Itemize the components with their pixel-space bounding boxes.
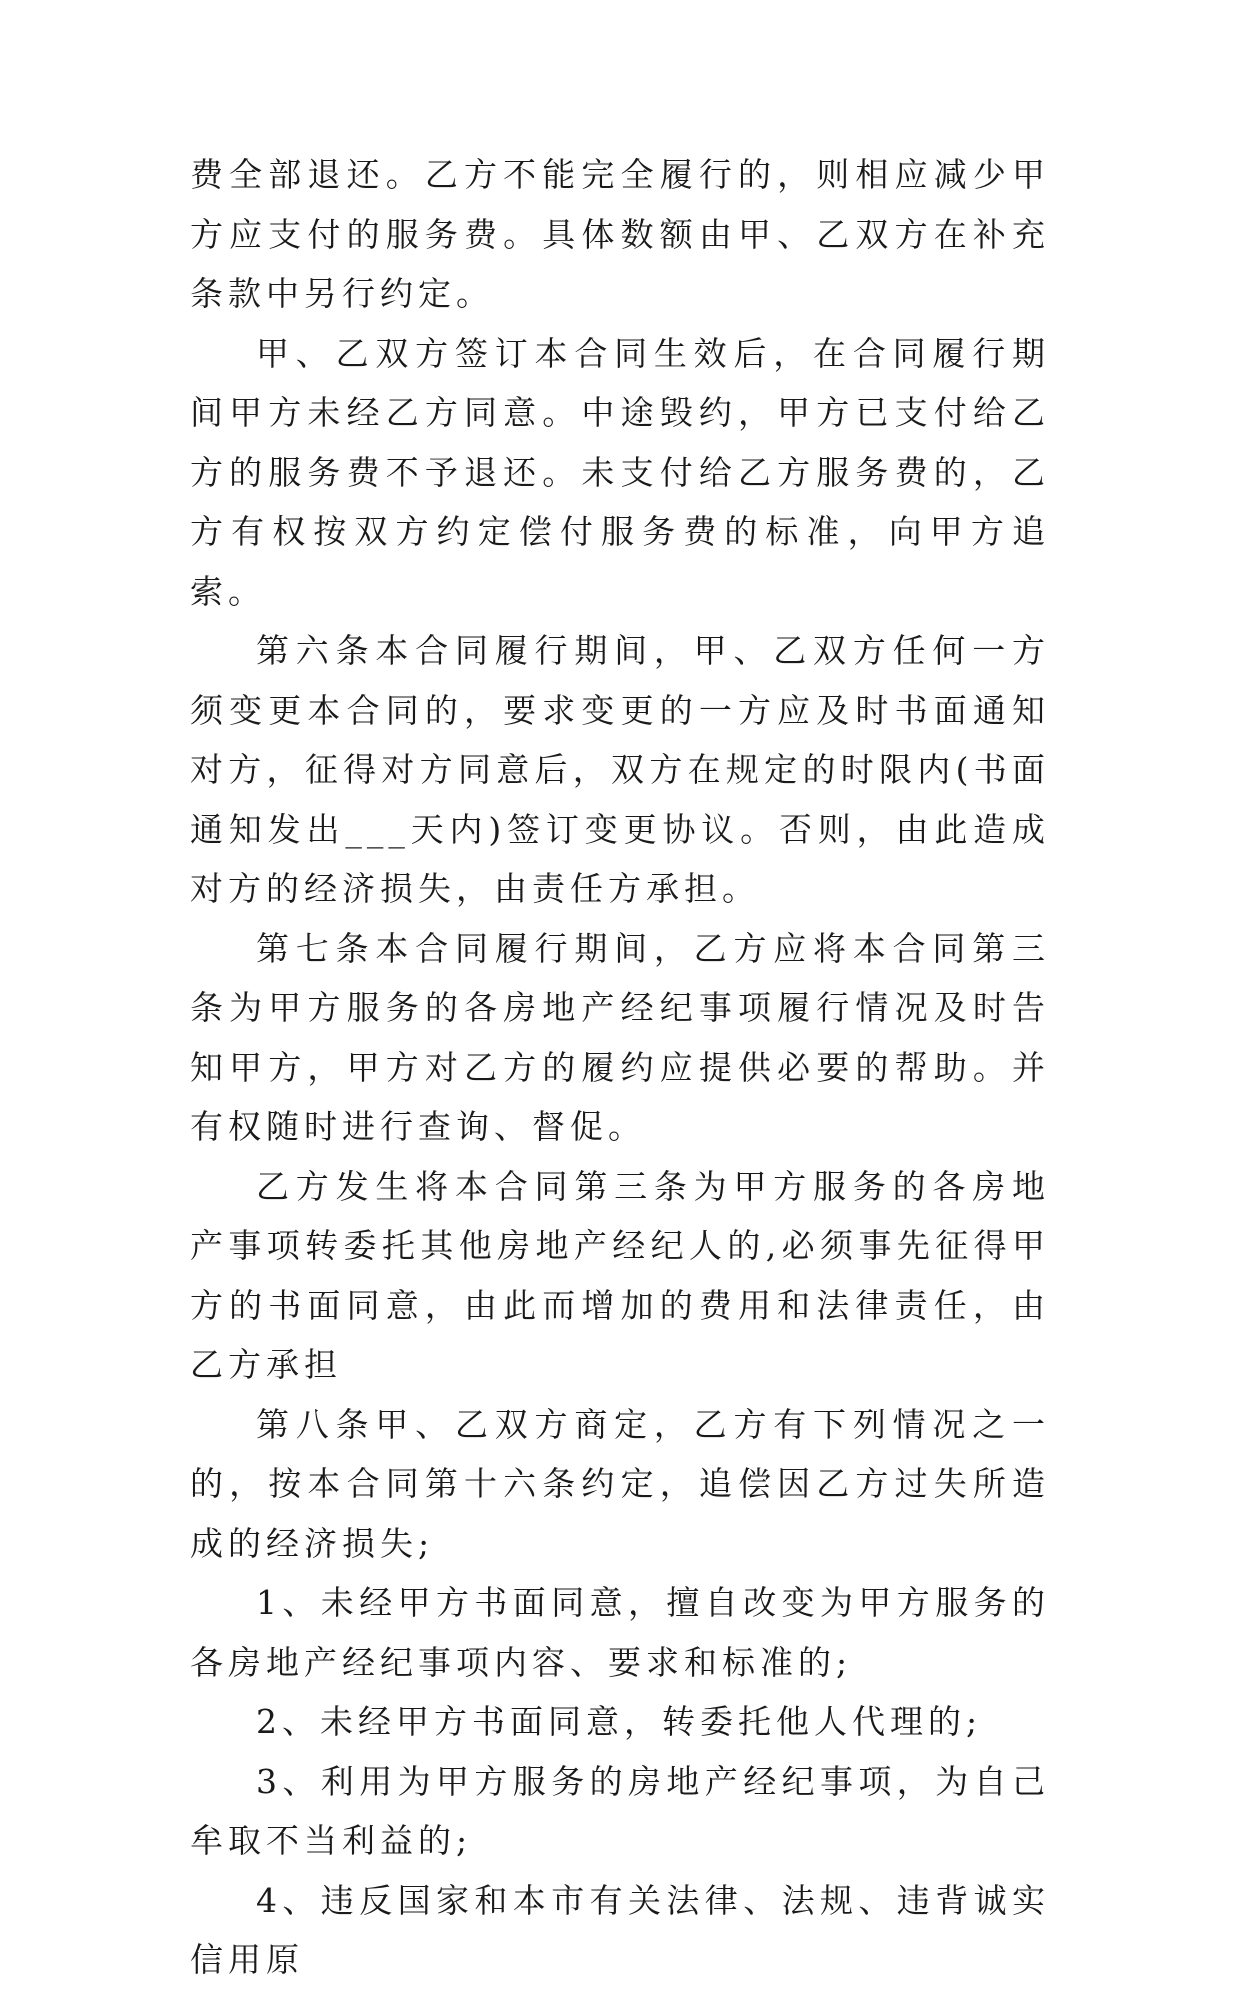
paragraph-1: 费全部退还。乙方不能完全履行的，则相应减少甲方应支付的服务费。具体数额由甲、乙双方在补充条款中另行约定。 xyxy=(190,155,1050,313)
list-item-4: 4、违反国家和本市有关法律、法规、违背诚实信用原 xyxy=(190,1880,1050,1979)
list-item-3: 3、利用为甲方服务的房地产经纪事项，为自己牟取不当利益的; xyxy=(190,1761,1050,1860)
list-item-1: 1、未经甲方书面同意，擅自改变为甲方服务的各房地产经纪事项内容、要求和标准的; xyxy=(190,1583,1050,1682)
list-item-2: 2、未经甲方书面同意，转委托他人代理的; xyxy=(256,1702,983,1741)
paragraph-article-7: 第七条本合同履行期间，乙方应将本合同第三条为甲方服务的各房地产经纪事项履行情况及时告知甲方，甲方对乙方的履约应提供必要的帮助。并有权随时进行查询、督促。 xyxy=(190,928,1050,1146)
paragraph-article-8: 第八条甲、乙双方商定，乙方有下列情况之一的，按本合同第十六条约定，追偿因乙方过失所造成的经济损失; xyxy=(190,1404,1050,1563)
paragraph-article-6: 第六条本合同履行期间，甲、乙双方任何一方须变更本合同的，要求变更的一方应及时书面通知对方，征得对方同意后，双方在规定的时限内(书面通知发出___天内)签订变更协议。否则，由此造成对方的经济损失，由责任方承担。 xyxy=(190,631,1050,908)
paragraph-2: 甲、乙双方签订本合同生效后，在合同履行期间甲方未经乙方同意。中途毁约，甲方已支付给乙方的服务费不予退还。未支付给乙方服务费的，乙方有权按双方约定偿付服务费的标准，向甲方追索。 xyxy=(190,333,1050,611)
document-page xyxy=(190,145,1050,1990)
paragraph-subcontract-consent: 乙方发生将本合同第三条为甲方服务的各房地产事项转委托其他房地产经纪人的,必须事先征得甲方的书面同意，由此而增加的费用和法律责任，由乙方承担 xyxy=(190,1166,1050,1384)
